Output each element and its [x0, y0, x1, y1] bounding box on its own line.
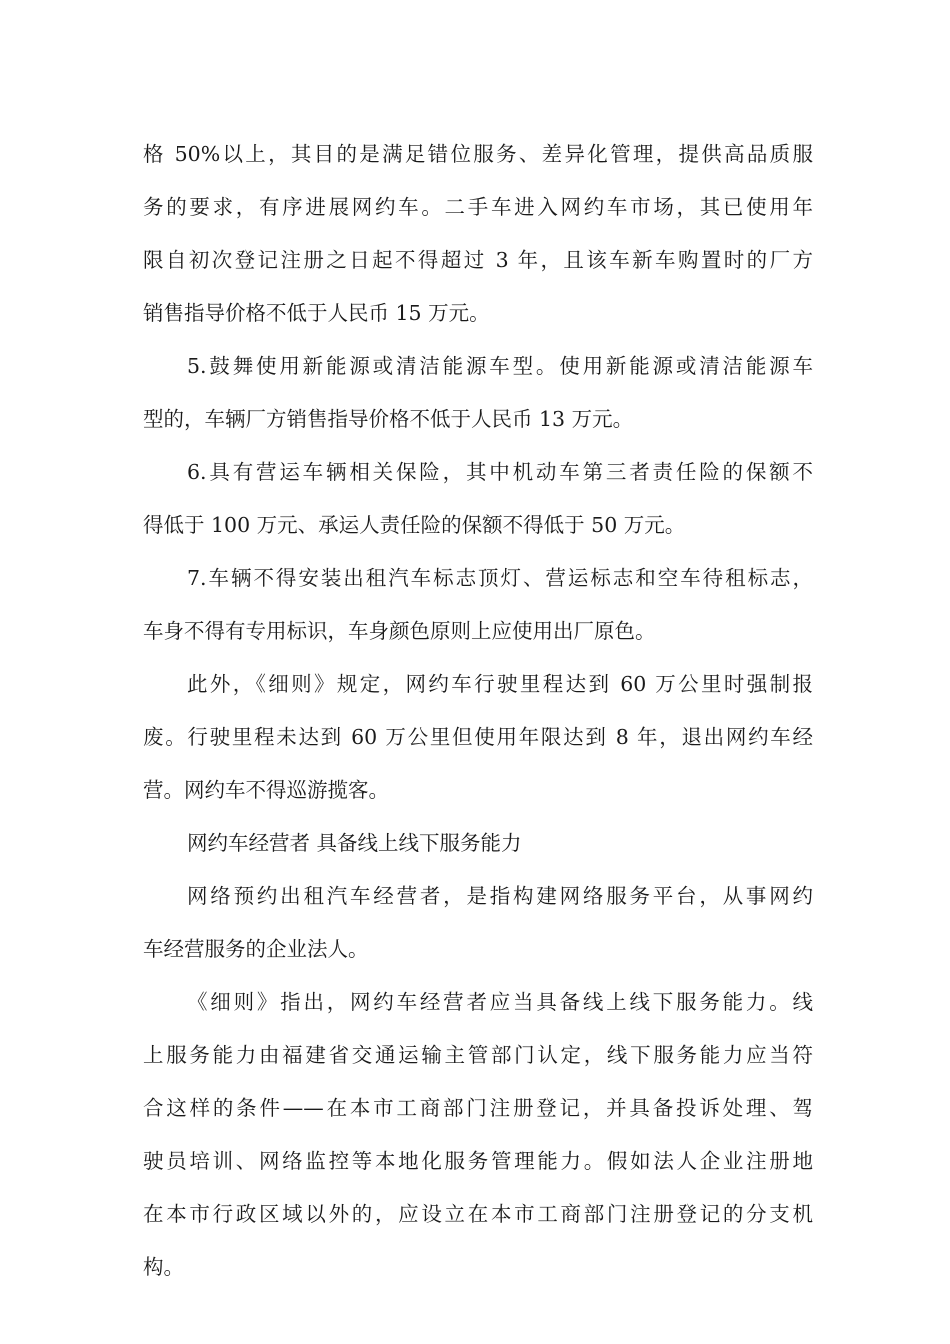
text-line: 合这样的条件——在本市工商部门注册登记，并具备投诉处理、驾 [143, 1096, 813, 1120]
text-line: 格 50%以上，其目的是满足错位服务、差异化管理，提供高品质服 [143, 142, 813, 166]
text-line: 此外，《细则》规定，网约车行驶里程达到 60 万公里时强制报 [187, 672, 813, 696]
text-line: 得低于 100 万元、承运人责任险的保额不得低于 50 万元。 [143, 513, 686, 537]
text-line: 车经营服务的企业法人。 [143, 937, 369, 961]
section-heading: 网约车经营者 具备线上线下服务能力 [187, 831, 522, 855]
text-line: 驶员培训、网络监控等本地化服务管理能力。假如法人企业注册地 [143, 1149, 813, 1173]
document-page [143, 128, 813, 1294]
text-line: 7.车辆不得安装出租汽车标志顶灯、营运标志和空车待租标志， [187, 566, 813, 590]
text-line: 网络预约出租汽车经营者，是指构建网络服务平台，从事网约 [187, 884, 813, 908]
text-line: 销售指导价格不低于人民币 15 万元。 [143, 301, 490, 325]
text-line: 废。行驶里程未达到 60 万公里但使用年限达到 8 年，退出网约车经 [143, 725, 813, 749]
text-line: 构。 [143, 1255, 184, 1279]
text-line: 务的要求，有序进展网约车。二手车进入网约车市场，其已使用年 [143, 195, 813, 219]
text-line: 在本市行政区域以外的，应设立在本市工商部门注册登记的分支机 [143, 1202, 813, 1226]
text-line: 5.鼓舞使用新能源或清洁能源车型。使用新能源或清洁能源车 [187, 354, 813, 378]
text-line: 限自初次登记注册之日起不得超过 3 年，且该车新车购置时的厂方 [143, 248, 813, 272]
text-line: 《细则》指出，网约车经营者应当具备线上线下服务能力。线 [187, 990, 813, 1014]
text-line: 车身不得有专用标识，车身颜色原则上应使用出厂原色。 [143, 619, 656, 643]
text-line: 营。网约车不得巡游揽客。 [143, 778, 389, 802]
text-line: 6.具有营运车辆相关保险，其中机动车第三者责任险的保额不 [187, 460, 813, 484]
text-line: 上服务能力由福建省交通运输主管部门认定，线下服务能力应当符 [143, 1043, 813, 1067]
text-line: 型的，车辆厂方销售指导价格不低于人民币 13 万元。 [143, 407, 634, 431]
